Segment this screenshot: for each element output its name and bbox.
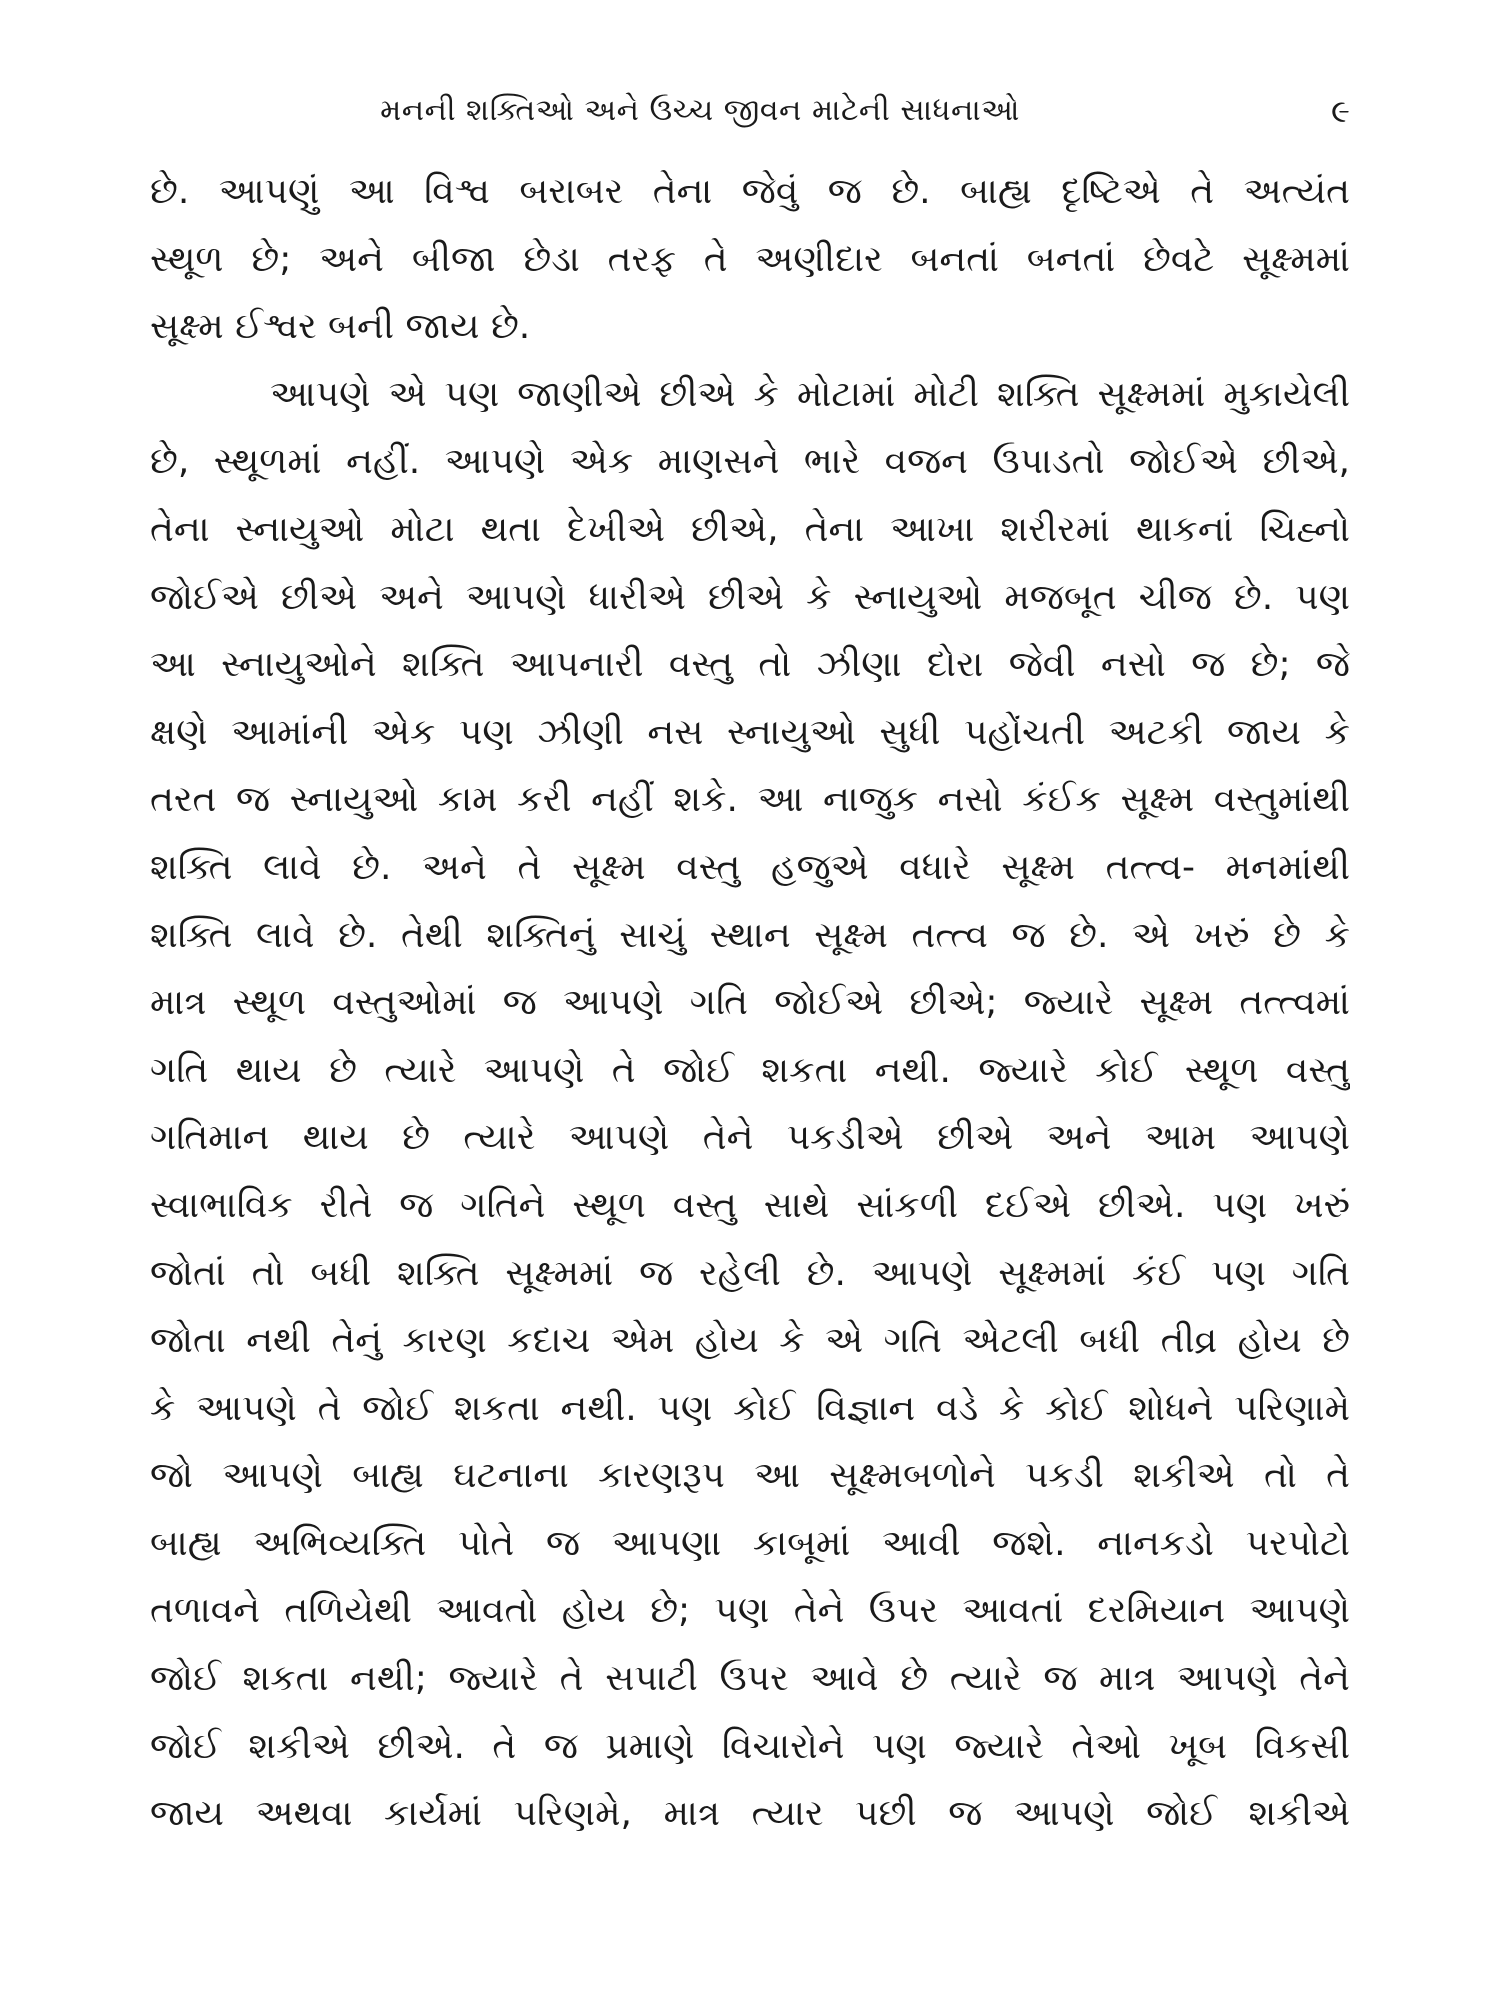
text-line: શક્તિ લાવે છે. અને તે સૂક્ષ્મ વસ્તુ હજુએ વધારે સૂક્ષ્મ તત્ત્વ- મનમાંથી: [150, 846, 1350, 888]
text-line: ક્ષણે આમાંની એક પણ ઝીણી નસ સ્નાયુઓ સુધી પહોંચતી અટકી જાય કે: [150, 711, 1350, 753]
text-line: સ્વાભાવિક રીતે જ ગતિને સ્થૂળ વસ્તુ સાથે સાંકળી દઈએ છીએ. પણ ખરું: [150, 1184, 1350, 1226]
text-line: સૂક્ષ્મ ઈશ્વર બની જાય છે.: [150, 306, 531, 348]
text-line: આ સ્નાયુઓને શક્તિ આપનારી વસ્તુ તો ઝીણા દોરા જેવી નસો જ છે; જે: [150, 644, 1350, 686]
text-line: આપણે એ પણ જાણીએ છીએ કે મોટામાં મોટી શક્તિ સૂક્ષ્મમાં મુકાયેલી: [270, 373, 1350, 415]
text-line: માત્ર સ્થૂળ વસ્તુઓમાં જ આપણે ગતિ જોઈએ છીએ; જ્યારે સૂક્ષ્મ તત્ત્વમાં: [150, 982, 1350, 1024]
text-line: જોઈએ છીએ અને આપણે ધારીએ છીએ કે સ્નાયુઓ મજબૂત ચીજ છે. પણ: [150, 576, 1350, 618]
text-line: ગતિમાન થાય છે ત્યારે આપણે તેને પકડીએ છીએ અને આમ આપણે: [150, 1117, 1350, 1159]
paragraph: [150, 361, 1350, 1848]
running-header: [150, 86, 1350, 136]
text-line: તળાવને તળિયેથી આવતો હોય છે; પણ તેને ઉપર આવતાં દરમિયાન આપણે: [150, 1590, 1350, 1632]
text-line: જોતા નથી તેનું કારણ કદાચ એમ હોય કે એ ગતિ એટલી બધી તીવ્ર હોય છે: [150, 1320, 1350, 1362]
text-line: શક્તિ લાવે છે. તેથી શક્તિનું સાચું સ્થાન સૂક્ષ્મ તત્ત્વ જ છે. એ ખરું છે કે: [150, 914, 1350, 956]
text-line: જાય અથવા કાર્યમાં પરિણમે, માત્ર ત્યાર પછી જ આપણે જોઈ શકીએ: [150, 1793, 1350, 1835]
text-line: જોતાં તો બધી શક્તિ સૂક્ષ્મમાં જ રહેલી છે. આપણે સૂક્ષ્મમાં કંઈ પણ ગતિ: [150, 1252, 1350, 1294]
text-line: બાહ્ય અભિવ્યક્તિ પોતે જ આપણા કાબૂમાં આવી જશે. નાનકડો પરપોટો: [150, 1522, 1350, 1564]
text-line: કે આપણે તે જોઈ શકતા નથી. પણ કોઈ વિજ્ઞાન વડે કે કોઈ શોધને પરિણામે: [150, 1387, 1350, 1429]
text-line: ગતિ થાય છે ત્યારે આપણે તે જોઈ શકતા નથી. જ્યારે કોઈ સ્થૂળ વસ્તુ: [150, 1049, 1350, 1091]
text-line: તરત જ સ્નાયુઓ કામ કરી નહીં શકે. આ નાજુક નસો કંઈક સૂક્ષ્મ વસ્તુમાંથી: [150, 779, 1350, 821]
text-line: જો આપણે બાહ્ય ઘટનાના કારણરૂપ આ સૂક્ષ્મબળોને પકડી શકીએ તો તે: [150, 1455, 1350, 1497]
text-line: તેના સ્નાયુઓ મોટા થતા દેખીએ છીએ, તેના આખા શરીરમાં થાકનાં ચિહ્નો: [150, 508, 1350, 550]
text-line: છે, સ્થૂળમાં નહીં. આપણે એક માણસને ભારે વજન ઉપાડતો જોઈએ છીએ,: [150, 441, 1350, 483]
text-line: સ્થૂળ છે; અને બીજા છેડા તરફ તે અણીદાર બનતાં બનતાં છેવટે સૂક્ષ્મમાં: [150, 238, 1350, 280]
paragraph: [150, 158, 1350, 361]
page-number: ૯: [1331, 92, 1350, 130]
text-line: જોઈ શકતા નથી; જ્યારે તે સપાટી ઉપર આવે છે ત્યારે જ માત્ર આપણે તેને: [150, 1658, 1350, 1700]
text-line: છે. આપણું આ વિશ્વ બરાબર તેના જેવું જ છે. બાહ્ય દૃષ્ટિએ તે અત્યંત: [150, 171, 1350, 212]
running-title: મનની શક્તિઓ અને ઉચ્ચ જીવન માટેની સાધનાઓ: [380, 93, 1020, 128]
text-line: જોઈ શકીએ છીએ. તે જ પ્રમાણે વિચારોને પણ જ્યારે તેઓ ખૂબ વિકસી: [150, 1725, 1350, 1767]
body-text: [150, 158, 1350, 1848]
